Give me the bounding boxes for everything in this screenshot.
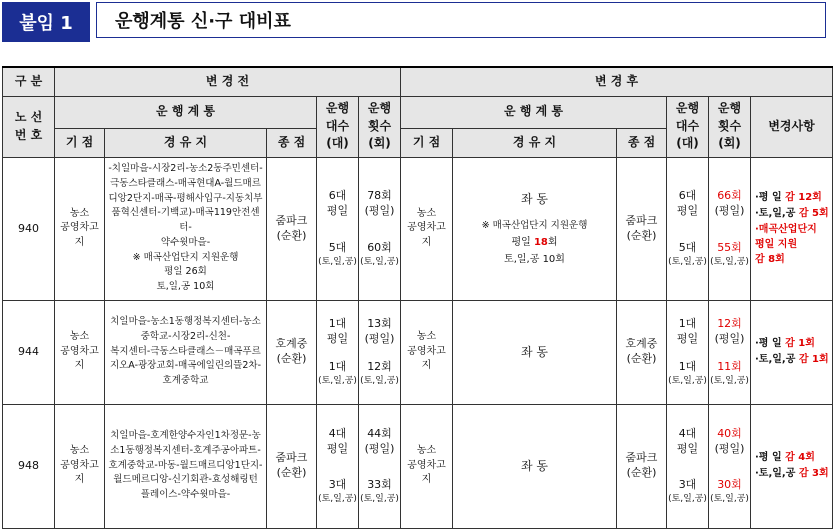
route-number: 940 (3, 157, 55, 300)
new-vehicle-count: 4대 평일 3대 (토,일,공) (667, 404, 709, 528)
route-comparison-table (2, 66, 833, 529)
trip-count: 78회 (평일) 60회 (토,일,공) (359, 157, 401, 300)
table-row (3, 157, 833, 300)
change-notes: ·평 일 감 12회 ·토,일,공 감 5회 ·매곡산업단지 평일 지원 감 8회 (751, 157, 833, 300)
new-start-stop: 농소 공영차고 지 (401, 157, 453, 300)
header-trips-before: 운행 횟수 (회) (359, 96, 401, 157)
header-via-after: 경 유 지 (453, 128, 617, 157)
route-number: 948 (3, 404, 55, 528)
header-after: 변 경 후 (401, 67, 833, 96)
change-notes: ·평 일 감 4회 ·토,일,공 감 3회 (751, 404, 833, 528)
header-route-no: 노 선 번 호 (3, 96, 55, 157)
header-end-before: 종 점 (267, 128, 317, 157)
new-end-stop: 줌파크 (순환) (617, 404, 667, 528)
new-end-stop: 줌파크 (순환) (617, 157, 667, 300)
new-trip-count: 12회 (평일) 11회 (토,일,공) (709, 300, 751, 404)
end-stop: 호계중 (순환) (267, 300, 317, 404)
new-end-stop: 호계중 (순환) (617, 300, 667, 404)
attachment-badge: 붙임 1 (2, 2, 90, 42)
header-before: 변 경 전 (55, 67, 401, 96)
header-gubun: 구 분 (3, 67, 55, 96)
new-trip-count: 40회 (평일) 30회 (토,일,공) (709, 404, 751, 528)
header-count-after: 운행 대수 (대) (667, 96, 709, 157)
via-stops: 치일마을-농소1동행정복지센터-농소 중학교-시장2리-신천- 복지센터-극동스타클래스－매곡푸르 지오A-광장교회-매곡에일린의뜰2차- 호계중학교 (105, 300, 267, 404)
new-via-stops: 좌 동 (453, 404, 617, 528)
header-system-before: 운 행 계 통 (55, 96, 317, 128)
table-row (3, 404, 833, 528)
new-vehicle-count: 6대 평일 5대 (토,일,공) (667, 157, 709, 300)
change-notes: ·평 일 감 1회 ·토,일,공 감 1회 (751, 300, 833, 404)
new-trip-count: 66회 (평일) 55회 (토,일,공) (709, 157, 751, 300)
new-via-stops: 좌 동 ※ 매곡산업단지 지원운행 평일 18회 토,일,공 10회 (453, 157, 617, 300)
start-stop: 농소 공영차고 지 (55, 300, 105, 404)
end-stop: 줌파크 (순환) (267, 404, 317, 528)
header-system-after: 운 행 계 통 (401, 96, 667, 128)
header-start-before: 기 점 (55, 128, 105, 157)
via-stops: 치일마을-호계한양수자인1차정문-농 소1동행정복지센터-호계주공아파트- 호계중학교-마동-월드매르디앙1단지- 월드메르디앙-신기회관-효성해링턴 플레이스-약수윗마을- (105, 404, 267, 528)
header-trips-after: 운행 횟수 (회) (709, 96, 751, 157)
header-via-before: 경 유 지 (105, 128, 267, 157)
route-number: 944 (3, 300, 55, 404)
header-start-after: 기 점 (401, 128, 453, 157)
new-vehicle-count: 1대 평일 1대 (토,일,공) (667, 300, 709, 404)
start-stop: 농소 공영차고 지 (55, 404, 105, 528)
vehicle-count: 4대 평일 3대 (토,일,공) (317, 404, 359, 528)
document-header (2, 2, 828, 42)
header-end-after: 종 점 (617, 128, 667, 157)
vehicle-count: 6대 평일 5대 (토,일,공) (317, 157, 359, 300)
new-start-stop: 농소 공영차고 지 (401, 300, 453, 404)
start-stop: 농소 공영차고 지 (55, 157, 105, 300)
via-stops: -치일마을-시장2리-농소2동주민센터- 극동스타클래스-매곡현대A-월드매르 디앙2단지-매곡-평해사입구-지동치부 품혁신센터-기백교)-매곡119안전센터- 약수윗마을- ※ 매곡산업단지 지원운행 평일 26회 토,일,공 10회 (105, 157, 267, 300)
header-change: 변경사항 (751, 96, 833, 157)
trip-count: 13회 (평일) 12회 (토,일,공) (359, 300, 401, 404)
table-row (3, 300, 833, 404)
end-stop: 줌파크 (순환) (267, 157, 317, 300)
new-via-stops: 좌 동 (453, 300, 617, 404)
header-count-before: 운행 대수 (대) (317, 96, 359, 157)
trip-count: 44회 (평일) 33회 (토,일,공) (359, 404, 401, 528)
document-title: 운행계통 신·구 대비표 (96, 2, 826, 38)
new-start-stop: 농소 공영차고 지 (401, 404, 453, 528)
vehicle-count: 1대 평일 1대 (토,일,공) (317, 300, 359, 404)
